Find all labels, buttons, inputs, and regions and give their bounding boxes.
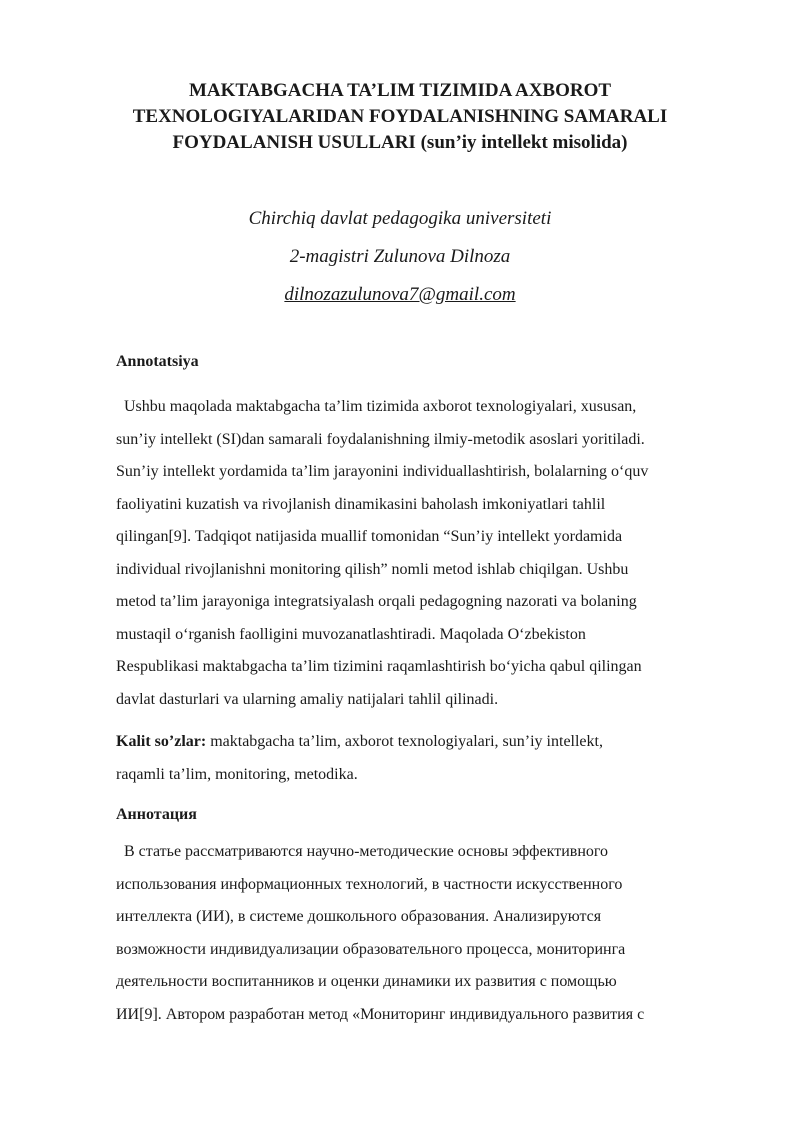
paragraph-line: интеллекта (ИИ), в системе дошкольного образования. Анализируются — [116, 908, 602, 925]
article-title — [100, 78, 700, 156]
author-block — [0, 200, 800, 314]
paragraph-line: Sun’iy intellekt yordamida ta’lim jarayonini individuallashtirish, bolalarning o‘quv — [116, 463, 649, 480]
paragraph-line: faoliyatini kuzatish va rivojlanish dinamikasini baholash imkoniyatlari tahlil — [116, 495, 606, 513]
author-email-line — [0, 276, 800, 314]
paragraph-line: В статье рассматриваются научно-методические основы эффективного — [124, 843, 609, 860]
annotation-ru-heading: Аннотация — [116, 806, 197, 823]
paragraph-line: возможности индивидуализации образовательного процесса, мониторинга — [116, 940, 626, 958]
annotation-ru-paragraph — [116, 836, 756, 1031]
keywords-text: maktabgacha ta’lim, axborot texnologiyalari, sun’iy intellekt, — [206, 733, 603, 750]
paragraph-line: individual rivojlanishni monitoring qilish” nomli metod ishlab chiqilgan. Ushbu — [116, 560, 629, 578]
annotation-uz-paragraph — [116, 391, 756, 716]
author-university: Chirchiq davlat pedagogika universiteti — [248, 208, 552, 229]
paragraph-line: деятельности воспитанников и оценки динамики их развития с помощью — [116, 973, 617, 990]
keywords-line-2: raqamli ta’lim, monitoring, metodika. — [116, 765, 358, 783]
keywords-block — [116, 726, 756, 791]
paragraph-line: Ushbu maqolada maktabgacha ta’lim tizimida axborot texnologiyalari, xususan, — [124, 398, 637, 415]
paragraph-line: davlat dasturlari va ularning amaliy natijalari tahlil qilinadi. — [116, 690, 499, 708]
author-email-link[interactable]: dilnozazulunova7@gmail.com — [284, 284, 516, 305]
annotation-uz-heading: Annotatsiya — [116, 353, 199, 370]
title-main-part: FOYDALANISH USULLARI — [172, 132, 416, 153]
author-name: 2-magistri Zulunova Dilnoza — [289, 246, 511, 267]
title-line-3 — [100, 130, 700, 156]
title-line-1: MAKTABGACHA TA’LIM TIZIMIDA AXBOROT — [188, 80, 612, 101]
title-line-2: TEXNOLOGIYALARIDAN FOYDALANISHNING SAMARALI — [132, 106, 668, 127]
paragraph-line: sun’iy intellekt (SI)dan samarali foydalanishning ilmiy-metodik asoslari yoritiladi. — [116, 430, 645, 448]
keywords-label: Kalit so’zlar: — [116, 733, 207, 750]
paragraph-line: metod ta’lim jarayoniga integratsiyalash orqali pedagogning nazorati va bolaning — [116, 593, 637, 610]
paragraph-line: mustaqil o‘rganish faolligini muvozanatlashtiradi. Maqolada O‘zbekiston — [116, 625, 586, 643]
keywords-line-1 — [116, 726, 756, 759]
paragraph-line: Respublikasi maktabgacha ta’lim tizimini raqamlashtirish bo‘yicha qabul qilingan — [116, 658, 642, 675]
title-subtitle: (sun’iy intellekt misolida) — [420, 132, 628, 153]
paragraph-line: qilingan[9]. Tadqiqot natijasida muallif tomonidan “Sun’iy intellekt yordamida — [116, 528, 623, 545]
paragraph-line: ИИ[9]. Автором разработан метод «Мониторинг индивидуального развития с — [116, 1005, 645, 1023]
paragraph-line: использования информационных технологий, в частности искусственного — [116, 875, 623, 893]
